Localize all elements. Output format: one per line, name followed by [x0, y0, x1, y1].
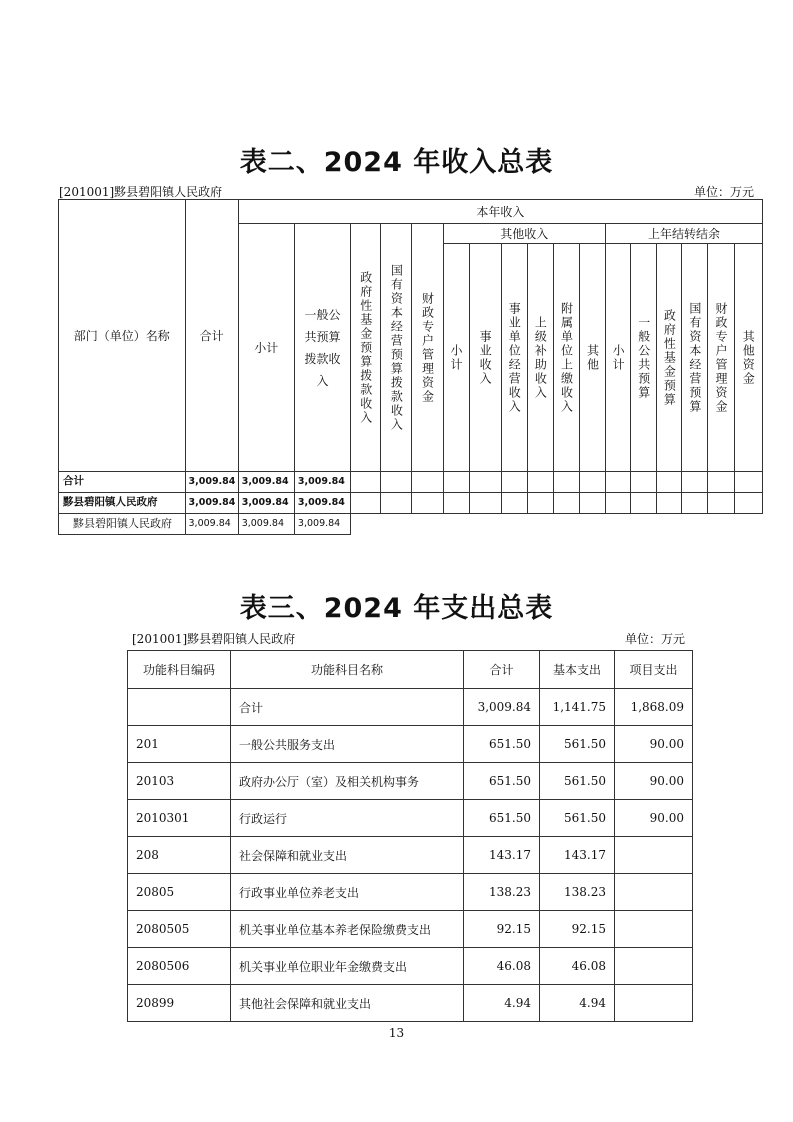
- row-general: 3,009.84: [294, 514, 350, 535]
- row-name: 社会保障和就业支出: [231, 837, 464, 874]
- table-row: [128, 948, 693, 985]
- header-general: 一般公共预算拨款收入: [294, 224, 350, 472]
- row-project: [615, 985, 693, 1022]
- header-carryover: 上年结转结余: [606, 224, 763, 244]
- table-row: [128, 837, 693, 874]
- header-co-state-capital: 国有资本经营预算: [682, 244, 708, 472]
- page-number: 13: [388, 1026, 405, 1040]
- header-oi-other: 其他: [580, 244, 606, 472]
- header-oi-affiliated: 附属单位上缴收入: [553, 244, 579, 472]
- table-row: [128, 911, 693, 948]
- row-total: 3,009.84: [185, 493, 238, 514]
- row-general: 3,009.84: [294, 472, 350, 493]
- row-name: 机关事业单位基本养老保险缴费支出: [231, 911, 464, 948]
- table-row: [59, 472, 763, 493]
- row-name: 行政事业单位养老支出: [231, 874, 464, 911]
- header-code: 功能科目编码: [128, 651, 231, 689]
- row-name: 其他社会保障和就业支出: [231, 985, 464, 1022]
- header-co-fiscal-special: 财政专户管理资金: [708, 244, 734, 472]
- row-total: 138.23: [464, 874, 540, 911]
- row-subtotal: 3,009.84: [238, 472, 294, 493]
- row-total: 46.08: [464, 948, 540, 985]
- header-co-gov-fund: 政府性基金预算: [657, 244, 682, 472]
- header-state-capital: 国有资本经营预算拨款收入: [381, 224, 412, 472]
- row-subtotal: 3,009.84: [238, 493, 294, 514]
- row-name: 行政运行: [231, 800, 464, 837]
- header-oi-operating: 事业单位经营收入: [501, 244, 527, 472]
- row-basic: 561.50: [540, 800, 615, 837]
- row-project: [615, 948, 693, 985]
- row-code: 201: [128, 726, 231, 763]
- income-summary-table: [58, 199, 763, 535]
- header-fiscal-special: 财政专户管理资金: [412, 224, 443, 472]
- row-project: 90.00: [615, 763, 693, 800]
- row-code: 2010301: [128, 800, 231, 837]
- row-name: 机关事业单位职业年金缴费支出: [231, 948, 464, 985]
- row-total: 651.50: [464, 800, 540, 837]
- header-name: 功能科目名称: [231, 651, 464, 689]
- row-project: 1,868.09: [615, 689, 693, 726]
- row-name: 政府办公厅（室）及相关机构事务: [231, 763, 464, 800]
- row-project: [615, 837, 693, 874]
- row-name: 合计: [231, 689, 464, 726]
- header-oi-subsidy: 上级补助收入: [527, 244, 553, 472]
- row-code: 208: [128, 837, 231, 874]
- row-basic: 1,141.75: [540, 689, 615, 726]
- row-total: 3,009.84: [185, 514, 238, 535]
- header-co-subtotal: 小计: [606, 244, 631, 472]
- row-project: 90.00: [615, 800, 693, 837]
- row-total: 92.15: [464, 911, 540, 948]
- table2-unit-label: [201001]黟县碧阳镇人民政府: [59, 185, 223, 199]
- row-code: [128, 689, 231, 726]
- row-basic: 143.17: [540, 837, 615, 874]
- row-code: 2080505: [128, 911, 231, 948]
- header-total: 合计: [185, 200, 238, 472]
- header-subtotal: 小计: [238, 224, 294, 472]
- expenditure-summary-table: [127, 650, 693, 1022]
- table2-title: 表二、2024 年收入总表: [239, 147, 554, 178]
- table-row: [128, 763, 693, 800]
- row-name: 合计: [59, 472, 186, 493]
- header-this-year: 本年收入: [238, 200, 762, 224]
- header-dept: 部门（单位）名称: [59, 200, 186, 472]
- row-subtotal: 3,009.84: [238, 514, 294, 535]
- row-project: 90.00: [615, 726, 693, 763]
- row-basic: 46.08: [540, 948, 615, 985]
- header-oi-subtotal: 小计: [443, 244, 469, 472]
- row-basic: 4.94: [540, 985, 615, 1022]
- header-oi-business: 事业收入: [469, 244, 501, 472]
- row-name: 黟县碧阳镇人民政府: [59, 514, 186, 535]
- row-name: 一般公共服务支出: [231, 726, 464, 763]
- row-project: [615, 911, 693, 948]
- row-total: 3,009.84: [464, 689, 540, 726]
- header-basic: 基本支出: [540, 651, 615, 689]
- header-project: 项目支出: [615, 651, 693, 689]
- row-total: 143.17: [464, 837, 540, 874]
- row-total: 651.50: [464, 763, 540, 800]
- row-total: 651.50: [464, 726, 540, 763]
- table3-unit-value: 单位：万元: [625, 632, 686, 646]
- row-basic: 92.15: [540, 911, 615, 948]
- header-co-general: 一般公共预算: [631, 244, 657, 472]
- row-code: 2080506: [128, 948, 231, 985]
- table3-body: [128, 689, 693, 1022]
- row-code: 20805: [128, 874, 231, 911]
- table-row: [128, 726, 693, 763]
- table3-title: 表三、2024 年支出总表: [239, 593, 554, 624]
- row-basic: 561.50: [540, 726, 615, 763]
- row-code: 20899: [128, 985, 231, 1022]
- row-general: 3,009.84: [294, 493, 350, 514]
- header-co-other: 其他资金: [734, 244, 762, 472]
- header-gov-fund: 政府性基金预算拨款收入: [351, 224, 381, 472]
- table-row: [128, 800, 693, 837]
- header-total: 合计: [464, 651, 540, 689]
- header-other-income: 其他收入: [443, 224, 606, 244]
- row-total: 3,009.84: [185, 472, 238, 493]
- row-name: 黟县碧阳镇人民政府: [59, 493, 186, 514]
- table-row: [59, 514, 763, 535]
- table2-unit-value: 单位：万元: [694, 185, 755, 199]
- row-basic: 138.23: [540, 874, 615, 911]
- row-basic: 561.50: [540, 763, 615, 800]
- row-code: 20103: [128, 763, 231, 800]
- table-row: [59, 493, 763, 514]
- table-row: [128, 985, 693, 1022]
- row-total: 4.94: [464, 985, 540, 1022]
- table3-unit-label: [201001]黟县碧阳镇人民政府: [132, 632, 296, 646]
- table-row: [128, 689, 693, 726]
- table-row: [128, 874, 693, 911]
- row-project: [615, 874, 693, 911]
